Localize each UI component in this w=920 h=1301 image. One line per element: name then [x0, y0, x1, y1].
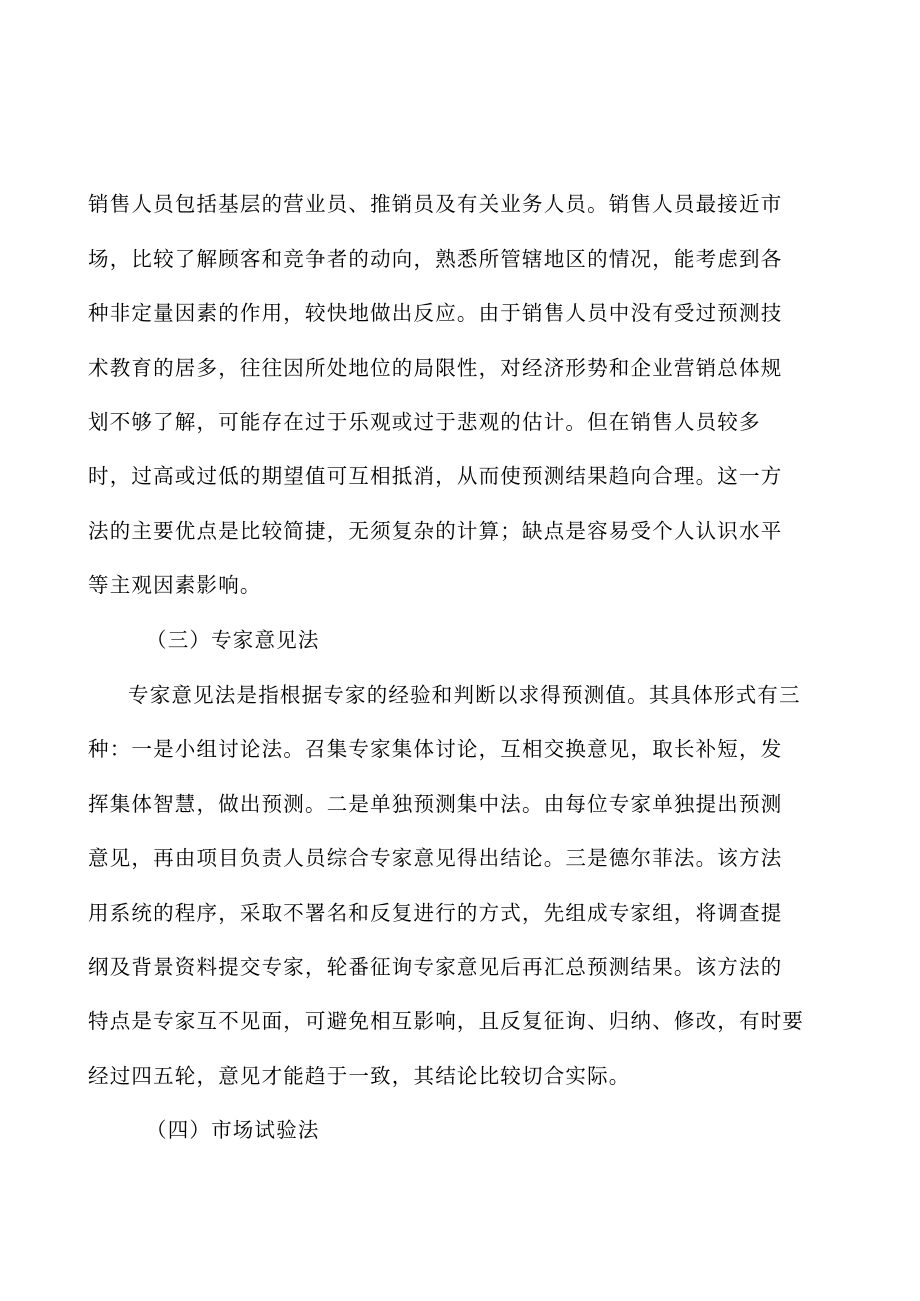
paragraph-1-line-3: 种非定量因素的作用，较快地做出反应。由于销售人员中没有受过预测技	[88, 301, 783, 325]
paragraph-1-line-8: 等主观因素影响。	[88, 573, 262, 597]
section-3-line-7: 特点是专家互不见面，可避免相互影响，且反复征询、归纳、修改，有时要	[88, 1009, 805, 1033]
section-4-heading: （四）市场试验法	[146, 1118, 320, 1142]
section-3-line-3: 挥集体智慧，做出预测。二是单独预测集中法。由每位专家单独提出预测	[88, 792, 783, 816]
section-3-line-6: 纲及背景资料提交专家，轮番征询专家意见后再汇总预测结果。该方法的	[88, 955, 783, 979]
section-3-line-4: 意见，再由项目负责人员综合专家意见得出结论。三是德尔菲法。该方法	[88, 846, 783, 870]
paragraph-1-line-5: 划不够了解，可能存在过于乐观或过于悲观的估计。但在销售人员较多	[88, 410, 761, 434]
section-3-heading: （三）专家意见法	[146, 628, 320, 652]
paragraph-1-line-6: 时，过高或过低的期望值可互相抵消，从而使预测结果趋向合理。这一方	[88, 464, 783, 488]
section-3-line-8: 经过四五轮，意见才能趋于一致，其结论比较切合实际。	[88, 1064, 631, 1088]
paragraph-1-line-1: 销售人员包括基层的营业员、推销员及有关业务人员。销售人员最接近市	[88, 192, 783, 216]
section-3-line-1: 专家意见法是指根据专家的经验和判断以求得预测值。其具体形式有三	[128, 683, 801, 707]
paragraph-1-line-4: 术教育的居多，往往因所处地位的局限性，对经济形势和企业营销总体规	[88, 356, 783, 380]
paragraph-1-line-7: 法的主要优点是比较简捷，无须复杂的计算；缺点是容易受个人认识水平	[88, 519, 783, 543]
section-3-line-2: 种：一是小组讨论法。召集专家集体讨论，互相交换意见，取长补短，发	[88, 737, 783, 761]
section-3-line-5: 用系统的程序，采取不署名和反复进行的方式，先组成专家组，将调查提	[88, 901, 783, 925]
paragraph-1-line-2: 场，比较了解顾客和竞争者的动向，熟悉所管辖地区的情况，能考虑到各	[88, 247, 783, 271]
